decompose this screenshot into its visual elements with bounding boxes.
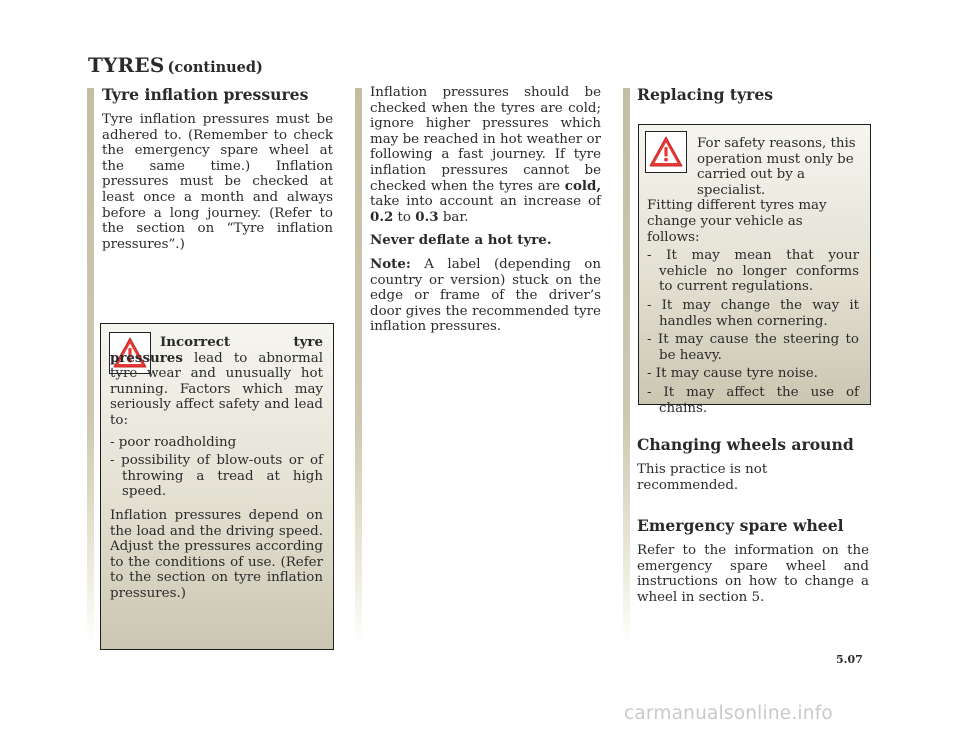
increase-unit: bar. [438,209,469,225]
fitting-intro-text: Fitting different tyres may change your vehicle as follows: [647,198,827,245]
left-column [102,85,333,252]
list-item: - It may affect the use of chains. [647,384,859,416]
pressure-warning-lead [110,335,323,429]
replacing-tyres-heading: Replacing tyres [637,85,774,104]
pressure-warning-content [110,335,323,602]
increase-text: take into account an increase of [370,194,601,210]
column-rule-middle [355,88,362,648]
right-column-bottom [637,435,869,606]
cold-check-paragraph [370,85,601,225]
column-rule-left [87,88,94,648]
increase-high-value: 0.3 [415,208,439,225]
page-number: 5.07 [836,653,863,666]
door-label-note [370,257,601,335]
pressure-warning-closing: Inflation pressures depend on the load and the driving speed. Adjust the pressures according to the conditions of use. (Refer to the section on tyre inflation pressures.) [110,507,323,601]
tyre-pressures-paragraph: Tyre inflation pressures must be adhered to. (Remember to check the emergency spare wheel at the same time.) Inflation pressures must be checked at least once a month and always before a long journey. (Refer to the section on “Tyre inflation pressures”.) [102,112,333,252]
page-title-main: TYRES [88,53,165,77]
column-rule-right [623,88,630,648]
specialist-text: For safety reasons, this operation must only be carried out by a specialist. [697,136,856,198]
list-item: - It may cause the steering to be heavy. [647,332,859,363]
list-item: - It may cause tyre noise. [647,366,818,382]
pressure-warning-bold: Incorrect tyre pressures [110,334,323,366]
replacing-warning-content [647,136,859,419]
tyre-pressures-heading: Tyre inflation pressures [102,85,309,104]
never-deflate-bold: Never deflate a hot tyre. [370,232,552,249]
changing-wheels-heading: Changing wheels around [637,435,854,454]
page-title [88,53,263,77]
pressure-warning-lead-text: lead to abnormal tyre wear and unusually hot running. Factors which may seriously affect safety and lead to: [110,350,323,428]
list-item: - possibility of blow-outs or of throwing a tread at high speed. [110,453,323,500]
list-item: - poor roadholding [110,434,237,450]
pressure-warning-box [100,323,334,650]
increase-low-value: 0.2 [370,208,394,225]
replacing-warning-box [638,124,871,416]
middle-column [370,85,601,335]
list-item: - It may mean that your vehicle no longer conforms to current regulations. [647,248,859,295]
page-title-continued: (continued) [167,59,263,76]
spare-wheel-heading: Emergency spare wheel [637,516,844,536]
spare-wheel-text: Refer to the information on the emergency spare wheel and instructions on how to change a wheel in section 5. [637,543,869,605]
never-deflate-text [370,233,601,249]
right-column-top [637,85,871,104]
note-text: A label (depending on country or version) stuck on the edge or frame of the driver’s door gives the recommended tyre inflation pressures. [370,256,601,335]
increase-to-text: to [393,209,416,225]
watermark: carmanualsonline.info [624,703,833,724]
list-item: - It may change the way it handles when cornering. [647,297,859,329]
pressure-warning-list [110,435,323,500]
note-label: Note: [370,255,411,272]
changing-wheels-text: This practice is not recommended. [637,462,768,493]
cold-check-text: Inflation pressures should be checked when the tyres are cold; ignore higher pressures which may be reached in hot weather or following a fast journey. If tyre inflation pressures cannot be checked when the tyres are [370,85,601,194]
cold-emphasis: cold, [564,177,601,194]
fitting-effects-list [647,248,859,416]
